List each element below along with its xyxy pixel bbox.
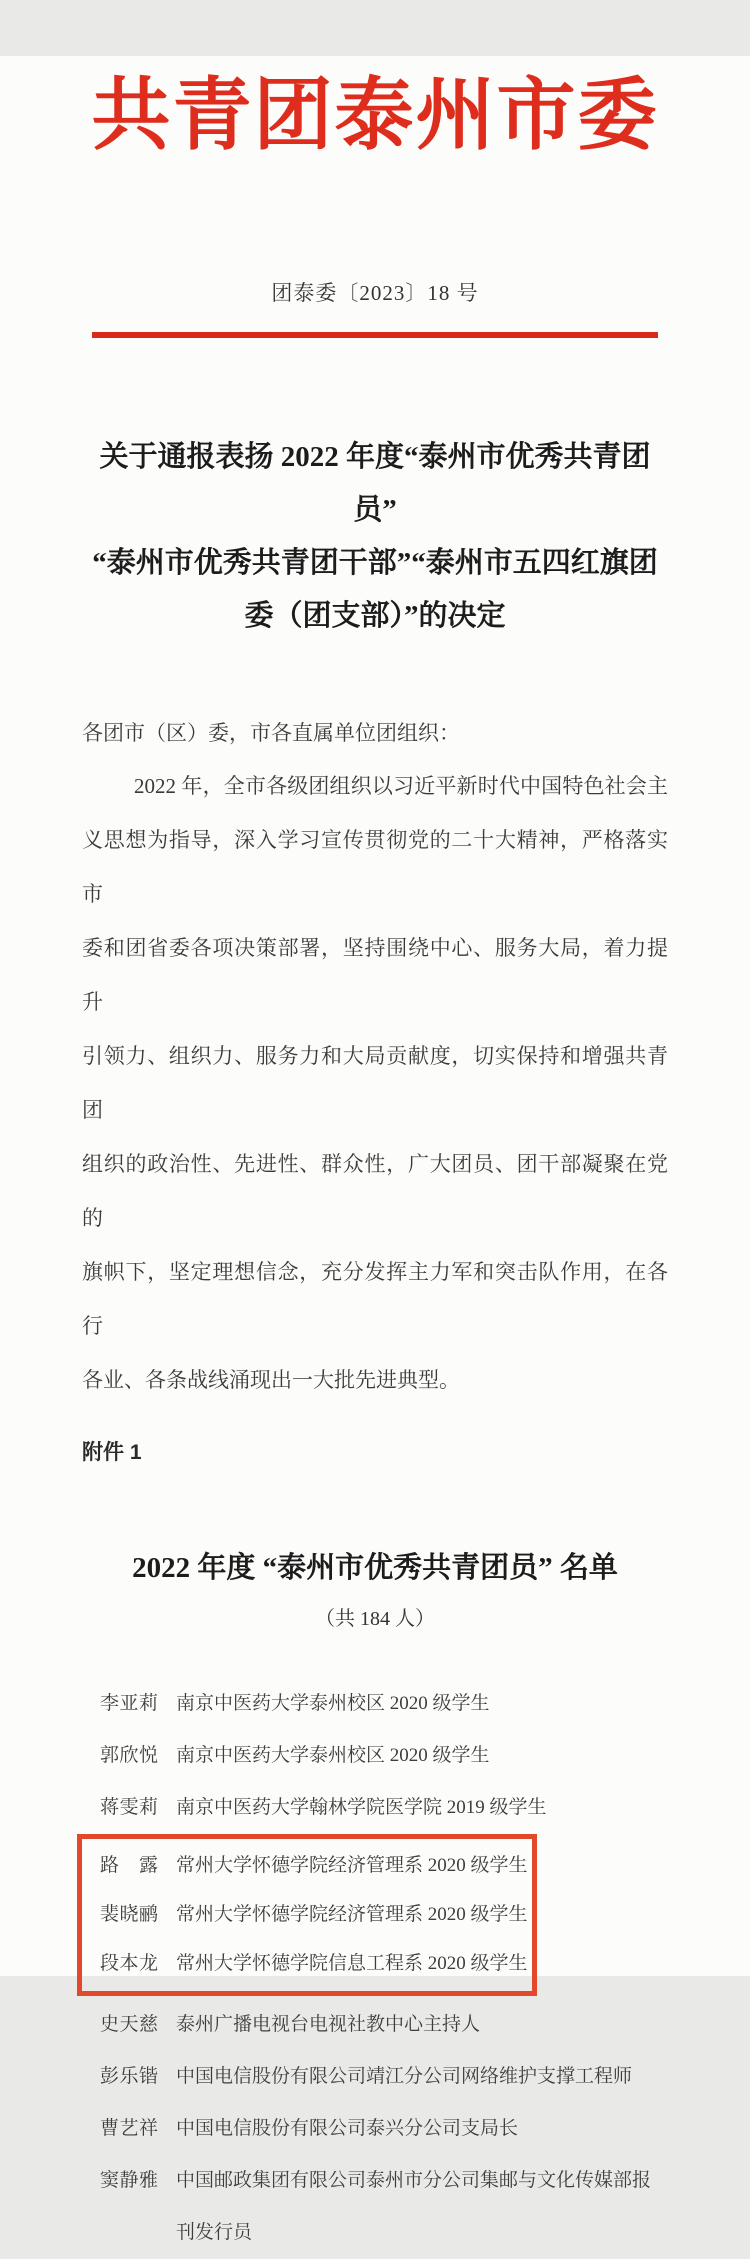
list-item-highlighted (100, 1890, 532, 1939)
roster-rows-bottom (100, 1999, 668, 2259)
list-item (100, 1999, 668, 2051)
member-name: 李亚莉 (100, 1693, 158, 1714)
list-item (100, 1678, 668, 1730)
list-item (100, 1782, 668, 1834)
document-number: 团泰委〔2023〕18 号 (271, 281, 479, 305)
member-description: 泰州广播电视台电视社教中心主持人 (176, 2014, 481, 2035)
member-name: 路露 (100, 1855, 158, 1876)
member-name: 曹艺祥 (100, 2118, 158, 2139)
paragraph-line: 各业、各条战线涌现出一大批先进典型。 (82, 1368, 460, 1392)
member-name: 蒋雯莉 (100, 1797, 158, 1818)
member-description: 南京中医药大学泰州校区 2020 级学生 (176, 1693, 490, 1714)
document-title (82, 431, 668, 643)
document-title-line-2: “泰州市优秀共青团干部”“泰州市五四红旗团 (92, 547, 658, 579)
paragraph-line: 委和团省委各项决策部署，坚持围绕中心、服务大局，着力提升 (82, 936, 668, 1014)
paragraph-line: 引领力、组织力、服务力和大局贡献度，切实保持和增强共青团 (82, 1044, 668, 1122)
roster-rows-top (100, 1678, 668, 1834)
member-name: 彭乐锴 (100, 2066, 158, 2087)
letterhead-org-name: 共青团泰州市委 (91, 73, 659, 160)
body-paragraph (82, 759, 668, 1407)
member-name: 窦静雅 (100, 2170, 158, 2191)
member-description: 中国电信股份有限公司泰兴分公司支局长 (176, 2118, 519, 2139)
paragraph-line: 义思想为指导，深入学习宣传贯彻党的二十大精神，严格落实市 (82, 828, 668, 906)
paragraph-line: 旗帜下，坚定理想信念，充分发挥主力军和突击队作用，在各行 (82, 1260, 668, 1338)
list-item-highlighted (100, 1939, 532, 1988)
member-name: 史天慈 (100, 2014, 158, 2035)
list-item (100, 1730, 668, 1782)
member-name: 裴晓鹂 (100, 1904, 158, 1925)
member-description: 常州大学怀德学院信息工程系 2020 级学生 (176, 1953, 528, 1974)
salutation: 各团市（区）委，市各直属单位团组织： (82, 721, 460, 745)
roster-list (82, 1678, 668, 2259)
highlight-box (77, 1834, 537, 1996)
document-title-line-1: 关于通报表扬 2022 年度“泰州市优秀共青团员” (99, 441, 651, 526)
document-title-line-3: 委（团支部）”的决定 (244, 600, 506, 632)
paragraph-line: 组织的政治性、先进性、群众性，广大团员、团干部凝聚在党的 (82, 1152, 668, 1230)
attachment-label: 附件 1 (82, 1441, 142, 1464)
member-description: 南京中医药大学翰林学院医学院 2019 级学生 (176, 1797, 547, 1818)
red-divider-line (92, 332, 658, 338)
list-item (100, 2051, 668, 2103)
list-item (100, 2155, 668, 2259)
roster-title: 2022 年度 “泰州市优秀共青团员” 名单 (132, 1552, 618, 1584)
list-item-highlighted (100, 1841, 532, 1890)
member-description: 常州大学怀德学院经济管理系 2020 级学生 (176, 1904, 528, 1925)
member-description: 中国邮政集团有限公司泰州市分公司集邮与文化传媒部报刊发行员 (176, 2170, 652, 2243)
member-name: 段本龙 (100, 1953, 158, 1974)
member-description: 常州大学怀德学院经济管理系 2020 级学生 (176, 1855, 528, 1876)
member-description: 中国电信股份有限公司靖江分公司网络维护支撑工程师 (176, 2066, 633, 2087)
member-name: 郭欣悦 (100, 1745, 158, 1766)
document-page (0, 56, 750, 2243)
list-item (100, 2103, 668, 2155)
member-description: 南京中医药大学泰州校区 2020 级学生 (176, 1745, 490, 1766)
roster-count-note: （共 184 人） (315, 1608, 435, 1630)
paragraph-line: 2022 年，全市各级团组织以习近平新时代中国特色社会主 (134, 774, 668, 798)
